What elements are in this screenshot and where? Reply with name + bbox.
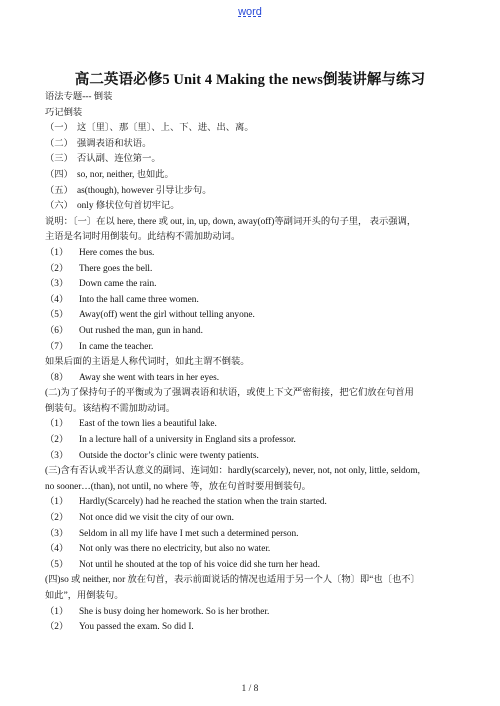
example-number: （6） [45, 325, 69, 336]
tip-number: （四） [45, 169, 73, 180]
example-item [45, 417, 463, 433]
example-text: You passed the exam. So did I. [79, 622, 194, 633]
example-text: In came the teacher. [79, 341, 154, 352]
examples-3-list [45, 495, 463, 573]
note-4-line-1: (四)so 或 neither, nor 放在句首，表示前面说话的情况也适用于另一个人〔物〕即“也〔也不〕 [45, 575, 420, 586]
example-item [45, 324, 463, 340]
note-3-line-2: no sooner…(than), not until, no where 等，放在句首时要用倒装句。 [45, 481, 311, 492]
note-pronoun: 如果后面的主语是人称代词时，如此主谓不倒装。 [45, 357, 250, 368]
tip-item [45, 121, 463, 137]
tip-number: （六） [45, 201, 73, 212]
tip-text: only 修状位句首切牢记。 [77, 201, 180, 212]
example-item [45, 542, 463, 558]
example-item [45, 277, 463, 293]
tip-number: （三） [45, 154, 73, 165]
example-text: In a lecture hall of a university in England sits a professor. [79, 435, 296, 446]
tip-text: 否认副、连位第一。 [77, 154, 161, 165]
tip-item [45, 184, 463, 200]
example-item [45, 308, 463, 324]
note-2-line-1: (二)为了保持句子的平衡或为了强调表语和状语，或使上下文严密衔接，把它们放在句首用 [45, 388, 414, 399]
example-item [45, 527, 463, 543]
example-number: （8） [45, 372, 69, 383]
tip-number: （一） [45, 123, 73, 134]
example-number: （3） [45, 279, 69, 290]
example-text: Into the hall came three women. [79, 294, 199, 305]
example-text: Away she went with tears in her eyes. [79, 372, 220, 383]
page-number: 1 / 8 [241, 684, 259, 694]
example-item [45, 246, 463, 262]
example-number: （1） [45, 606, 69, 617]
example-text: Down came the rain. [79, 279, 157, 290]
example-number: （4） [45, 544, 69, 555]
example-text: Outside the doctor’s clinic were twenty patients. [79, 450, 259, 461]
example-number: （2） [45, 263, 69, 274]
tip-text: 这〔里〕、那〔里〕、上、下、进、出、离。 [77, 123, 254, 134]
note-1-line-1: 说明：〔一〕在以 here, there 或 out, in, up, down, away(off)等副词开头的句子里， 表示强调， [45, 216, 417, 227]
word-header-link[interactable]: word [238, 6, 262, 18]
example-number: （5） [45, 310, 69, 321]
tip-item [45, 152, 463, 168]
tip-number: （二） [45, 138, 73, 149]
example-number: （2） [45, 622, 69, 633]
examples-1-list [45, 246, 463, 355]
example-item [45, 262, 463, 278]
tip-item [45, 137, 463, 153]
example-item [45, 449, 463, 465]
example-number: （2） [45, 513, 69, 524]
example-item [45, 605, 463, 621]
tip-text: so, nor, neither, 也如此。 [77, 169, 174, 180]
example-item [45, 495, 463, 511]
example-text: Out rushed the man, gun in hand. [79, 325, 203, 336]
example-text: Hardly(Scarcely) had he reached the station when the train started. [79, 497, 327, 508]
tip-text: 强调表语和状语。 [77, 138, 152, 149]
document-title: 高二英语必修5 Unit 4 Making the news倒装讲解与练习 [74, 72, 426, 88]
example-text: Seldom in all my life have I met such a determined person. [79, 528, 299, 539]
example-number: （3） [45, 450, 69, 461]
example-text: East of the town lies a beautiful lake. [79, 419, 217, 430]
examples-2-list [45, 417, 463, 464]
example-item [45, 293, 463, 309]
example-number: （7） [45, 341, 69, 352]
example-text: There goes the bell. [79, 263, 153, 274]
note-3-line-1: (三)含有否认或半否认意义的副词、连词如：hardly(scarcely), never, not, not only, little, seldom, [45, 466, 420, 477]
example-item [45, 558, 463, 574]
example-number: （4） [45, 294, 69, 305]
example-text: Not only was there no electricity, but also no water. [79, 544, 271, 555]
example-number: （1） [45, 247, 69, 258]
example-number: （2） [45, 435, 69, 446]
note-2-line-2: 倒装句。该结构不需加助动词。 [45, 403, 176, 414]
document-body [45, 90, 463, 636]
example-item [45, 340, 463, 356]
tip-text: as(though), however 引导让步句。 [77, 185, 212, 196]
example-text: She is busy doing her homework. So is her brother. [79, 606, 270, 617]
example-text: Here comes the bus. [79, 247, 155, 258]
example-text: Not once did we visit the city of our own. [79, 513, 234, 524]
example-number: （1） [45, 419, 69, 430]
tips-heading: 巧记倒装 [45, 107, 83, 118]
note-4-line-2: 如此”，用倒装句。 [45, 591, 124, 601]
tip-item [45, 168, 463, 184]
grammar-subtitle: 语法专题--- 倒装 [45, 92, 113, 102]
tip-number: （五） [45, 185, 73, 196]
examples-4-list [45, 605, 463, 636]
example-item [45, 433, 463, 449]
tip-item [45, 199, 463, 215]
example-number: （3） [45, 528, 69, 539]
tips-list [45, 121, 463, 215]
example-text: Away(off) went the girl without telling anyone. [79, 310, 255, 321]
example-item [45, 371, 463, 387]
example-item [45, 511, 463, 527]
example-number: （5） [45, 559, 69, 570]
example-item [45, 620, 463, 636]
note-1-line-2: 主语是名词时用倒装句。此结构不需加助动词。 [45, 232, 241, 243]
example-text: Not until he shouted at the top of his voice did she turn her head. [79, 559, 320, 570]
example-number: （1） [45, 497, 69, 508]
